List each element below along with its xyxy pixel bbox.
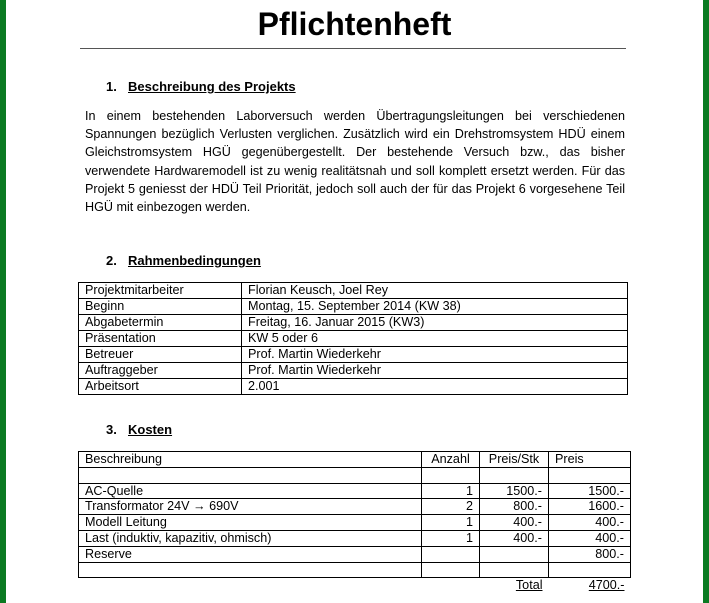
section-number: 2. bbox=[106, 253, 117, 268]
header-beschreibung: Beschreibung bbox=[79, 452, 422, 468]
empty-row bbox=[79, 467, 631, 483]
cost-desc: AC-Quelle bbox=[79, 483, 422, 499]
row-label: Arbeitsort bbox=[79, 379, 242, 395]
description-paragraph: In einem bestehenden Laborversuch werden Übertragungsleitungen bei verschiedenen Spannungen bezüglich Verlusten verglichen. Zusätzlich wird ein Drehstromsystem HDÜ einem Gleichstromsystem HGÜ gegenübergestellt. Der bestehende Versuch bzw., das bisher verwendete Hardwaremodell ist zu wenig realitätsnah und soll komplett ersetzt werden. Für das Projekt 5 geniesst der HDÜ Teil Priorität, jedoch soll auch der für das Projekt 6 vorgesehene Teil HGÜ mit einbezogen werden. bbox=[85, 109, 625, 215]
kosten-table bbox=[78, 451, 631, 593]
rahmen-table bbox=[78, 282, 628, 395]
row-label: Projektmitarbeiter bbox=[79, 283, 242, 299]
row-value: 2.001 bbox=[242, 379, 628, 395]
row-label: Abgabetermin bbox=[79, 315, 242, 331]
table-row bbox=[79, 331, 628, 347]
cost-unit bbox=[480, 546, 549, 562]
row-value: Prof. Martin Wiederkehr bbox=[242, 363, 628, 379]
cost-unit: 400.- bbox=[480, 530, 549, 546]
row-label: Betreuer bbox=[79, 347, 242, 363]
cost-unit: 800.- bbox=[480, 499, 549, 515]
section-title: Rahmenbedingungen bbox=[128, 253, 261, 268]
title-divider bbox=[80, 48, 626, 49]
cost-desc: Reserve bbox=[79, 546, 422, 562]
row-value: Prof. Martin Wiederkehr bbox=[242, 347, 628, 363]
cost-price: 800.- bbox=[549, 546, 631, 562]
row-label: Beginn bbox=[79, 299, 242, 315]
row-value: KW 5 oder 6 bbox=[242, 331, 628, 347]
table-row bbox=[79, 499, 631, 515]
section-heading-beschreibung bbox=[106, 79, 296, 95]
cost-price: 400.- bbox=[549, 530, 631, 546]
table-row bbox=[79, 315, 628, 331]
row-value: Montag, 15. September 2014 (KW 38) bbox=[242, 299, 628, 315]
cost-unit: 400.- bbox=[480, 515, 549, 531]
cost-desc: Last (induktiv, kapazitiv, ohmisch) bbox=[79, 530, 422, 546]
cost-desc: Modell Leitung bbox=[79, 515, 422, 531]
table-row bbox=[79, 299, 628, 315]
table-row bbox=[79, 483, 631, 499]
table-row bbox=[79, 546, 631, 562]
row-value: Florian Keusch, Joel Rey bbox=[242, 283, 628, 299]
section-title: Beschreibung des Projekts bbox=[128, 79, 296, 94]
cost-unit: 1500.- bbox=[480, 483, 549, 499]
cost-price: 400.- bbox=[549, 515, 631, 531]
section-title: Kosten bbox=[128, 422, 173, 437]
document-page bbox=[6, 0, 703, 603]
header-preis: Preis bbox=[549, 452, 631, 468]
table-row bbox=[79, 363, 628, 379]
table-header-row bbox=[79, 452, 631, 468]
table-row bbox=[79, 530, 631, 546]
table-row bbox=[79, 283, 628, 299]
header-preis-stk: Preis/Stk bbox=[480, 452, 549, 468]
row-value: Freitag, 16. Januar 2015 (KW3) bbox=[242, 315, 628, 331]
document-title: Pflichtenheft bbox=[257, 6, 452, 42]
empty-row bbox=[79, 562, 631, 578]
cost-qty bbox=[422, 546, 480, 562]
cost-qty: 1 bbox=[422, 530, 480, 546]
table-row bbox=[79, 379, 628, 395]
total-label: Total bbox=[515, 578, 543, 593]
total-value: 4700.- bbox=[588, 578, 625, 593]
table-row bbox=[79, 347, 628, 363]
cost-qty: 2 bbox=[422, 499, 480, 515]
total-row bbox=[79, 578, 631, 593]
cost-price: 1600.- bbox=[549, 499, 631, 515]
header-anzahl: Anzahl bbox=[422, 452, 480, 468]
section-number: 1. bbox=[106, 79, 117, 94]
cost-desc: Transformator 24V → 690V bbox=[79, 499, 422, 515]
cost-qty: 1 bbox=[422, 515, 480, 531]
table-row bbox=[79, 515, 631, 531]
section-heading-kosten bbox=[106, 422, 172, 438]
cost-qty: 1 bbox=[422, 483, 480, 499]
row-label: Auftraggeber bbox=[79, 363, 242, 379]
section-number: 3. bbox=[106, 422, 117, 437]
row-label: Präsentation bbox=[79, 331, 242, 347]
cost-price: 1500.- bbox=[549, 483, 631, 499]
section-heading-rahmen bbox=[106, 253, 261, 269]
